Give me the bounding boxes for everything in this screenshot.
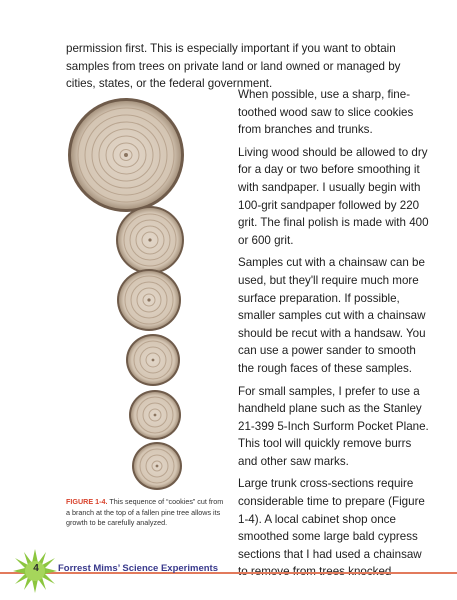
figure-label: FIGURE 1-4.: [66, 497, 108, 506]
paragraph: Living wood should be allowed to dry for a day or two before smoothing it with sandpaper. I usually begin with 100-grit sandpaper followed by 220 grit. The final polish is made with 400 or 600 grit.: [238, 145, 429, 247]
page-number: 4: [33, 563, 39, 574]
intro-paragraph: permission first. This is especially important if you want to obtain samples from trees on private land or land owned or managed by cities, states, or the federal government.: [66, 42, 401, 91]
body-text-column: [238, 86, 432, 586]
book-title: Forrest Mims’ Science Experiments: [58, 563, 218, 574]
wood-cookie-6: [132, 442, 182, 490]
figure-caption-text: This sequence of “cookies” cut from a branch at the top of a fallen pine tree allows its growth to be carefully analyzed.: [66, 497, 224, 528]
wood-cookie-3: [117, 269, 181, 331]
paragraph: Samples cut with a chainsaw can be used, but they'll require much more surface preparation. If possible, smaller samples cut with a chainsaw should be recut with a handsaw. You can use a power sander to smooth the rough faces of these samples.: [238, 256, 426, 375]
wood-cookie-4: [126, 334, 180, 386]
wood-cookie-5: [129, 390, 181, 440]
paragraph: When possible, use a sharp, fine-toothed wood saw to slice cookies from branches and trunks.: [238, 88, 414, 137]
wood-cookie-1: [68, 98, 184, 212]
paragraph: Large trunk cross-sections require considerable time to prepare (Figure 1-4). A local cabinet shop once smoothed some large bald cypress sections that I had used a chainsaw: [238, 477, 425, 561]
wood-cookie-2: [116, 206, 184, 274]
paragraph: For small samples, I prefer to use a handheld plane such as the Stanley 21-399 5-Inch Surform Pocket Plane. This tool will quickly remove burrs and other saw marks.: [238, 384, 429, 468]
figure-caption: [66, 497, 226, 529]
